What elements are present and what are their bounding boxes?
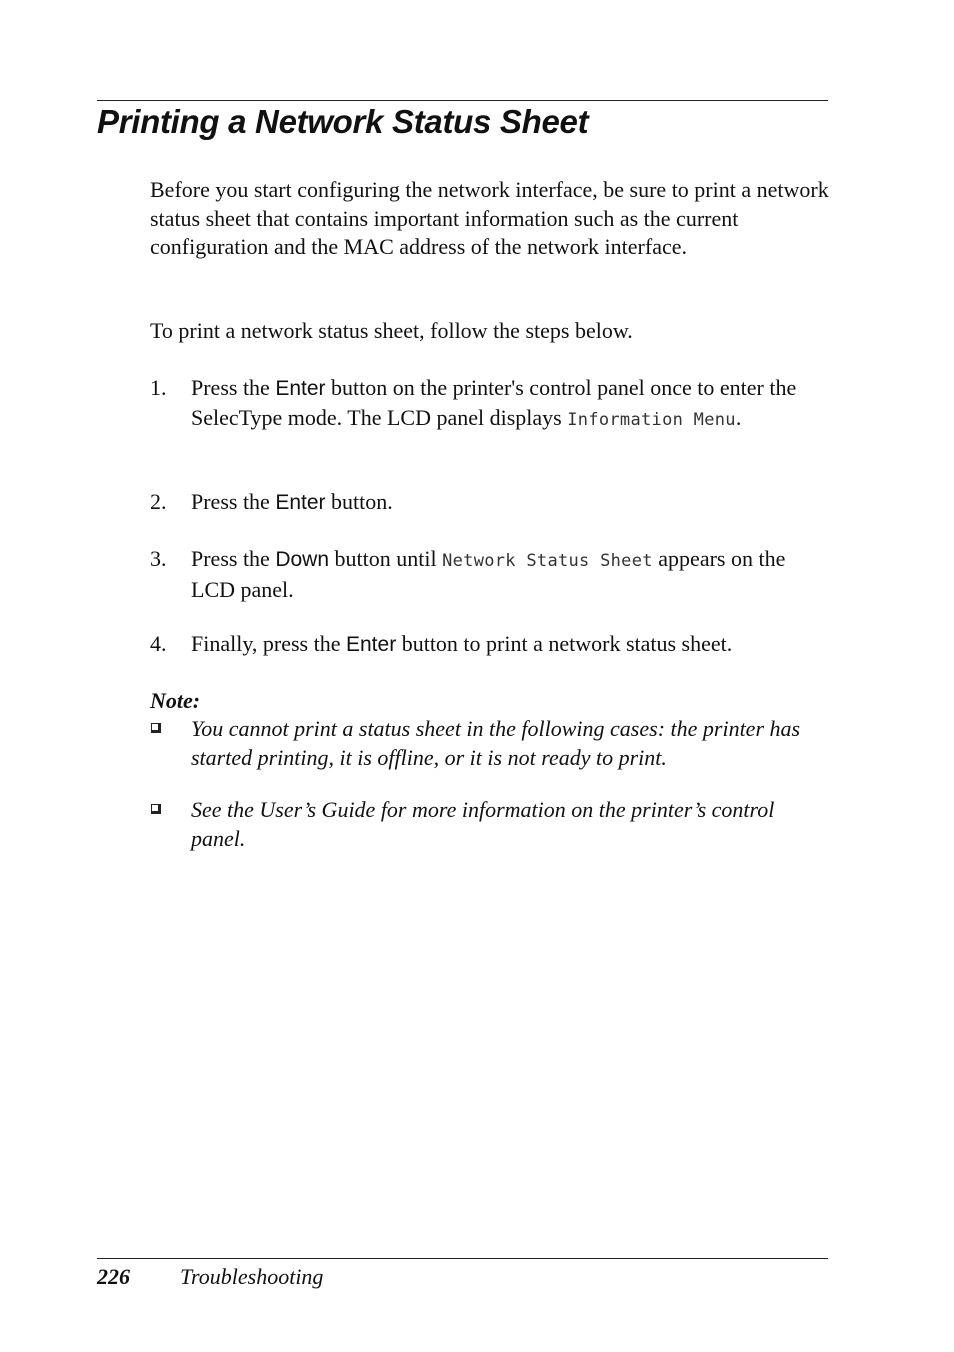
step-text-part: button. — [325, 489, 393, 514]
down-key-label: Down — [275, 548, 330, 571]
intro-paragraph — [150, 176, 830, 262]
step-text-part: Press the — [191, 546, 276, 571]
footer-rule — [97, 1258, 828, 1259]
page-number: 226 — [97, 1264, 130, 1289]
enter-key-label: Enter — [275, 377, 326, 400]
enter-key-label: Enter — [346, 633, 397, 656]
enter-key-label: Enter — [275, 491, 326, 514]
note-bullet-text: See the User’s Guide for more information on the printer’s control panel. — [191, 797, 775, 851]
step-text-part: . — [735, 404, 742, 430]
step-text-part: Finally, press the — [191, 631, 346, 656]
step-number: 2. — [150, 489, 167, 514]
step-text-part: Press the — [191, 375, 276, 400]
note-bullet-text: You cannot print a status sheet in the following cases: the printer has started printing, it is offline, or it is not ready to print. — [191, 716, 801, 770]
step-text — [191, 630, 831, 660]
lead-paragraph — [150, 317, 830, 346]
step-text-part: button until — [329, 546, 443, 571]
checkbox-bullet-icon — [151, 723, 161, 733]
note-heading: Note: — [150, 688, 201, 713]
step-text-part: appears on the LCD panel. — [191, 546, 786, 602]
lead-text: To print a network status sheet, follow the steps below. — [150, 318, 633, 343]
step-number: 4. — [150, 631, 167, 656]
step-text — [191, 545, 831, 604]
checkbox-bullet-icon — [151, 804, 161, 814]
page-heading: Printing a Network Status Sheet — [97, 103, 589, 140]
step-text-part: button on the printer's control panel once to enter the SelecType mode. The LCD panel displays — [191, 375, 797, 430]
step-text — [191, 374, 831, 434]
step-text-part: button to print a network status sheet. — [396, 631, 733, 656]
intro-text: Before you start configuring the network interface, be sure to print a network status sheet that contains important information such as the current configuration and the MAC address of the network interface. — [150, 177, 829, 259]
running-section-title: Troubleshooting — [180, 1264, 324, 1289]
step-number: 1. — [150, 375, 167, 400]
step-text — [191, 488, 831, 518]
step-number: 3. — [150, 546, 167, 571]
lcd-information-menu: Information Menu — [567, 409, 736, 430]
lcd-network-status-sheet: Network Status Sheet — [442, 551, 653, 571]
step-text-part: Press the — [191, 489, 276, 514]
